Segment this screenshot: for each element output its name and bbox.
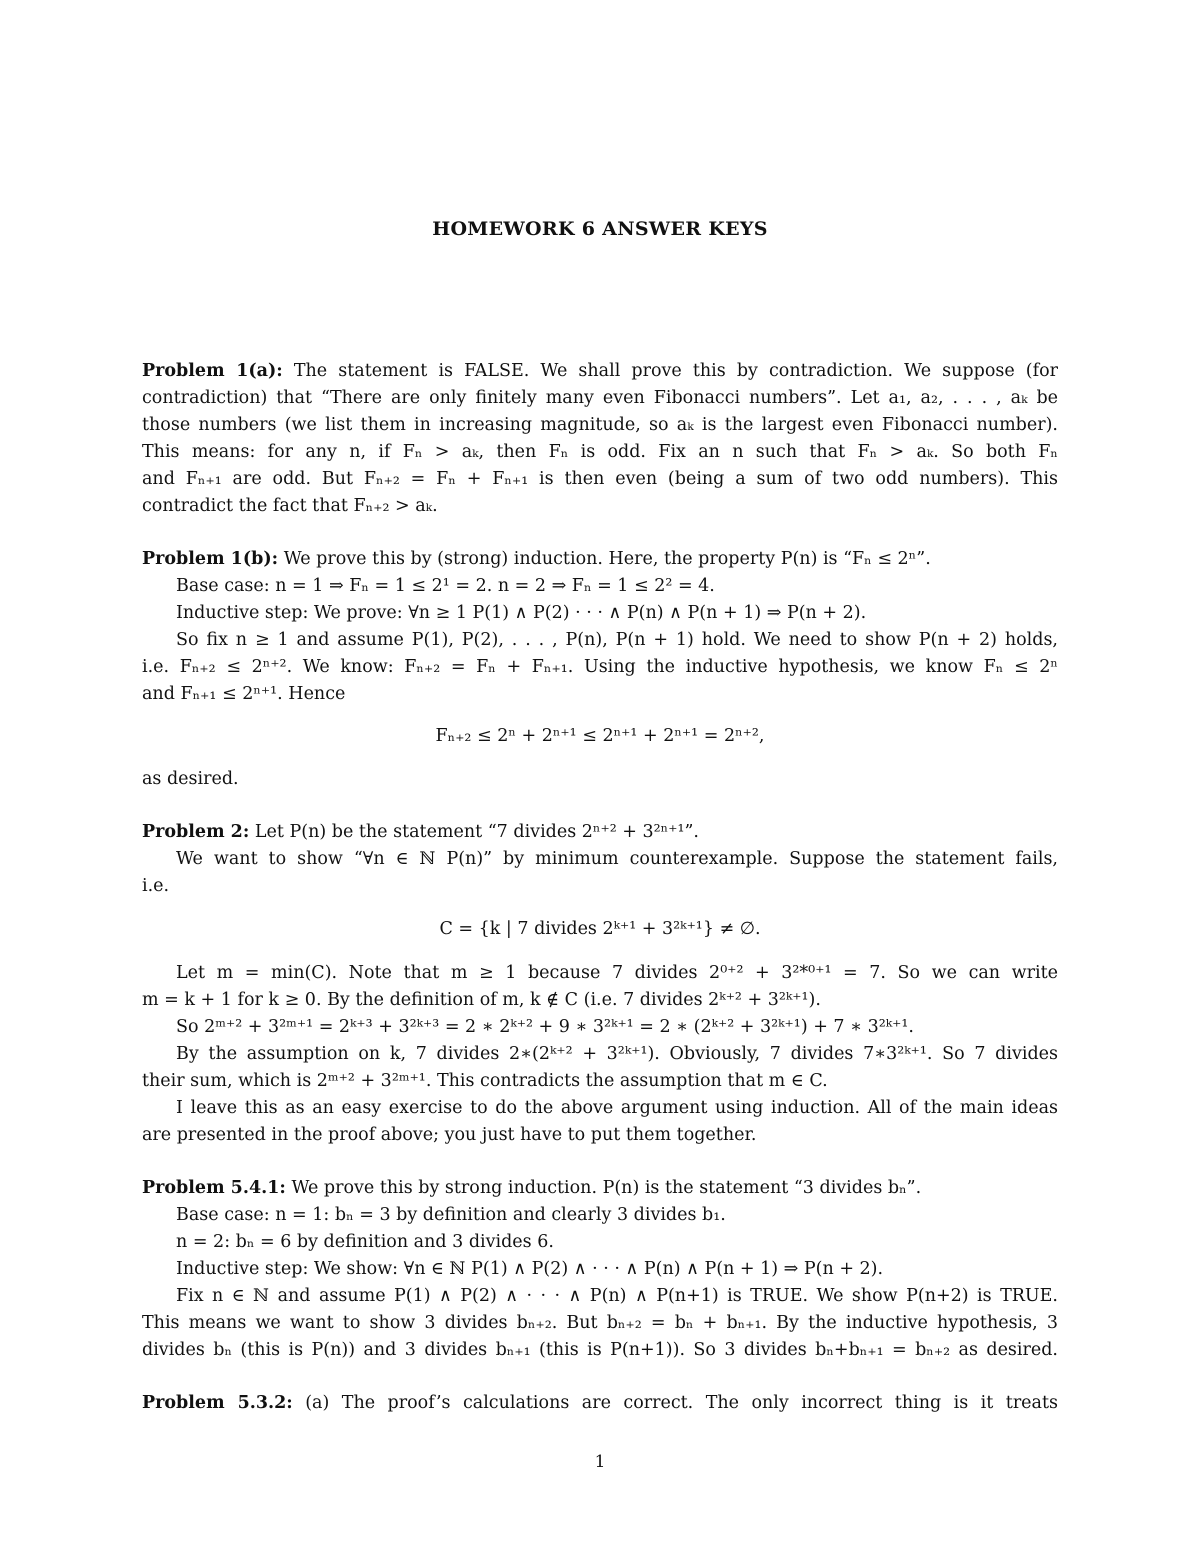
- problem-541-line-3: n = 2: bₙ = 6 by definition and 3 divides 6.: [176, 1232, 554, 1252]
- problem-2-line-7: So 2ᵐ⁺² + 3²ᵐ⁺¹ = 2ᵏ⁺³ + 3²ᵏ⁺³ = 2 ∗ 2ᵏ⁺² + 9 ∗ 3²ᵏ⁺¹ = 2 ∗ (2ᵏ⁺² + 3²ᵏ⁺¹) + 7 ∗ 3²ᵏ⁺¹.: [176, 1017, 914, 1037]
- problem-1a-line-3: those numbers (we list them in increasing magnitude, so aₖ is the largest even Fibonacci number).: [142, 415, 1058, 435]
- problem-532-label: Problem 5.3.2:: [142, 1393, 293, 1413]
- problem-1b-label: Problem 1(b):: [142, 549, 279, 569]
- problem-1a-line-4: This means: for any n, if Fₙ > aₖ, then Fₙ is odd. Fix an n such that Fₙ > aₖ. So both Fₙ: [142, 442, 1058, 462]
- problem-2-line-5: Let m = min(C). Note that m ≥ 1 because 7 divides 2⁰⁺² + 3²*⁰⁺¹ = 7. So we can write: [176, 963, 1058, 983]
- problem-541-line-2: Base case: n = 1: bₙ = 3 by definition and clearly 3 divides b₁.: [176, 1205, 726, 1225]
- problem-1a-label: Problem 1(a):: [142, 361, 283, 381]
- problem-532-line-1: Problem 5.3.2: (a) The proof’s calculations are correct. The only incorrect thing is it treats: [142, 1393, 1058, 1413]
- problem-541-line-5: Fix n ∈ ℕ and assume P(1) ∧ P(2) ∧ · · · ∧ P(n) ∧ P(n+1) is TRUE. We show P(n+2) is TRUE.: [176, 1286, 1058, 1306]
- problem-1b-line-6: and Fₙ₊₁ ≤ 2ⁿ⁺¹. Hence: [142, 684, 346, 704]
- problem-541-line-7: divides bₙ (this is P(n)) and 3 divides bₙ₊₁ (this is P(n+1)). So 3 divides bₙ+bₙ₊₁ = bₙ₊₂ as desired.: [142, 1340, 1058, 1360]
- problem-2-label: Problem 2:: [142, 822, 250, 842]
- problem-1a-line-1: Problem 1(a): The statement is FALSE. We shall prove this by contradiction. We suppose (for: [142, 361, 1058, 381]
- page-number: 1: [594, 1452, 606, 1472]
- problem-2-line-6: m = k + 1 for k ≥ 0. By the definition of m, k ∉ C (i.e. 7 divides 2ᵏ⁺² + 3²ᵏ⁺¹).: [142, 990, 821, 1010]
- problem-541-label: Problem 5.4.1:: [142, 1178, 286, 1198]
- problem-2-line-1: Problem 2: Let P(n) be the statement “7 divides 2ⁿ⁺² + 3²ⁿ⁺¹”.: [142, 822, 699, 842]
- problem-1a-line-6: contradict the fact that Fₙ₊₂ > aₖ.: [142, 496, 438, 516]
- page-title: HOMEWORK 6 ANSWER KEYS: [432, 218, 768, 240]
- problem-541-line-4: Inductive step: We show: ∀n ∈ ℕ P(1) ∧ P(2) ∧ · · · ∧ P(n) ∧ P(n + 1) ⇒ P(n + 2).: [176, 1259, 884, 1279]
- problem-1b-line-2: Base case: n = 1 ⇒ Fₙ = 1 ≤ 2¹ = 2. n = 2 ⇒ Fₙ = 1 ≤ 2² = 4.: [176, 576, 715, 596]
- problem-2-line-3: i.e.: [142, 876, 170, 896]
- problem-1b-line-1: Problem 1(b): We prove this by (strong) induction. Here, the property P(n) is “Fₙ ≤ 2ⁿ”.: [142, 549, 931, 569]
- problem-1a-line-5: and Fₙ₊₁ are odd. But Fₙ₊₂ = Fₙ + Fₙ₊₁ is then even (being a sum of two odd numbers). This: [142, 469, 1058, 489]
- problem-2-line-9: their sum, which is 2ᵐ⁺² + 3²ᵐ⁺¹. This contradicts the assumption that m ∈ C.: [142, 1071, 828, 1091]
- problem-1a-line-2: contradiction) that “There are only finitely many even Fibonacci numbers”. Let a₁, a₂, . . . , aₖ be: [142, 388, 1058, 408]
- problem-1b-line-5: i.e. Fₙ₊₂ ≤ 2ⁿ⁺². We know: Fₙ₊₂ = Fₙ + Fₙ₊₁. Using the inductive hypothesis, we know Fₙ ≤ 2ⁿ: [142, 657, 1058, 677]
- problem-2-line-11: are presented in the proof above; you just have to put them together.: [142, 1125, 757, 1145]
- problem-1b-line-8: as desired.: [142, 769, 239, 789]
- problem-1b-line-4: So fix n ≥ 1 and assume P(1), P(2), . . . , P(n), P(n + 1) hold. We need to show P(n + 2) holds,: [176, 630, 1058, 650]
- problem-2-set-definition: C = {k | 7 divides 2ᵏ⁺¹ + 3²ᵏ⁺¹} ≠ ∅.: [439, 919, 761, 939]
- problem-2-line-2: We want to show “∀n ∈ ℕ P(n)” by minimum counterexample. Suppose the statement fails,: [176, 849, 1058, 869]
- problem-2-line-10: I leave this as an easy exercise to do the above argument using induction. All of the main ideas: [176, 1098, 1058, 1118]
- problem-1b-line-3: Inductive step: We prove: ∀n ≥ 1 P(1) ∧ P(2) · · · ∧ P(n) ∧ P(n + 1) ⇒ P(n + 2).: [176, 603, 867, 623]
- problem-541-line-6: This means we want to show 3 divides bₙ₊₂. But bₙ₊₂ = bₙ + bₙ₊₁. By the inductive hypothesis, 3: [142, 1313, 1058, 1333]
- problem-541-line-1: Problem 5.4.1: We prove this by strong induction. P(n) is the statement “3 divides bₙ”.: [142, 1178, 922, 1198]
- problem-1b-equation: Fₙ₊₂ ≤ 2ⁿ + 2ⁿ⁺¹ ≤ 2ⁿ⁺¹ + 2ⁿ⁺¹ = 2ⁿ⁺²,: [435, 726, 765, 746]
- problem-2-line-8: By the assumption on k, 7 divides 2∗(2ᵏ⁺² + 3²ᵏ⁺¹). Obviously, 7 divides 7∗3²ᵏ⁺¹. So 7 divides: [176, 1044, 1058, 1064]
